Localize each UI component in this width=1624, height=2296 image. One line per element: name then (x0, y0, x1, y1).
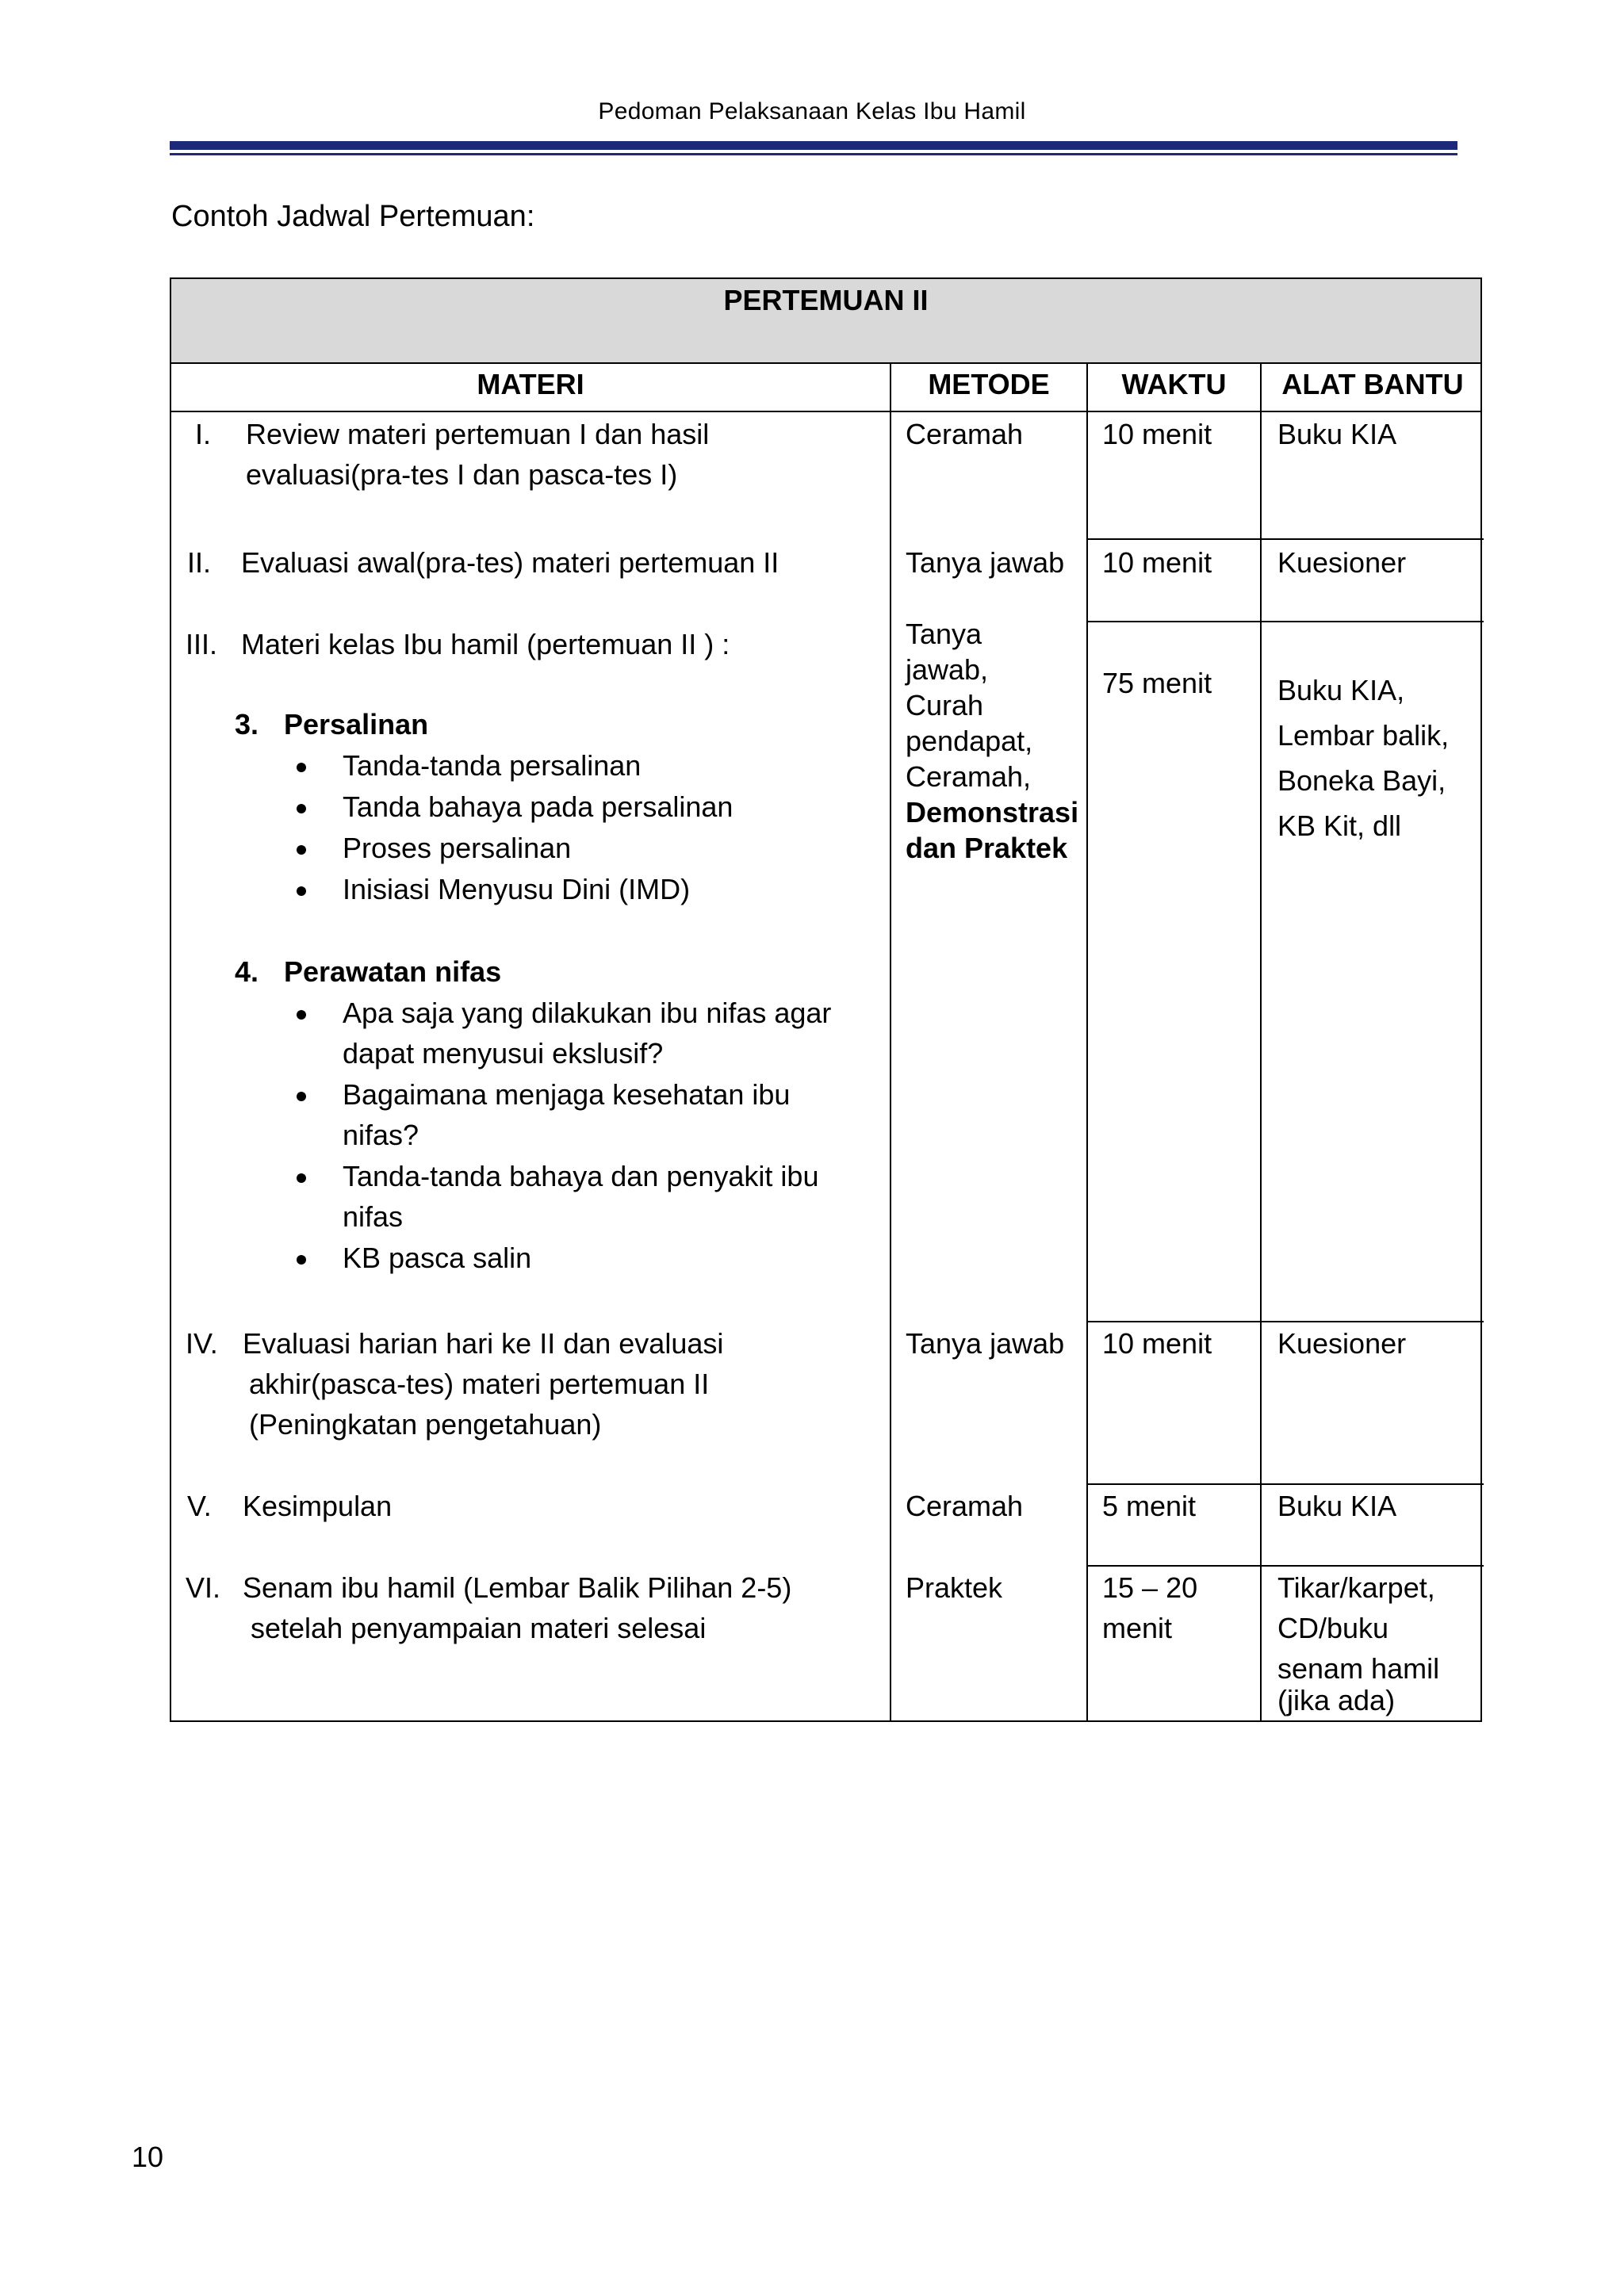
row-6-materi-line-1: Senam ibu hamil (Lembar Balik Pilihan 2-5) (243, 1571, 792, 1604)
bullet-icon (297, 845, 306, 855)
row-6-materi-line-2: setelah penyampaian materi selesai (251, 1612, 707, 1644)
col-header-materi: MATERI (477, 368, 584, 400)
sub-3-title: Persalinan (284, 708, 429, 740)
sub-4-bullet-4: KB pasca salin (343, 1242, 532, 1274)
running-header: Pedoman Pelaksanaan Kelas Ibu Hamil (598, 98, 1026, 124)
row-1-metode: Ceramah (906, 418, 1024, 450)
sub-3-bullet-1: Tanda-tanda persalinan (343, 749, 642, 782)
col-line-2 (1086, 363, 1088, 1722)
row-6-waktu-line-1: 15 – 20 (1102, 1571, 1198, 1604)
row-2-number: II. (187, 546, 212, 579)
row-3-metode-line-5: Ceramah, (906, 760, 1032, 793)
row-2-waktu: 10 menit (1102, 546, 1212, 579)
row-4-number: IV. (186, 1327, 218, 1360)
row-3-metode-bold-line-1: Demonstrasi (906, 796, 1079, 828)
row-line-5 (1086, 1565, 1484, 1567)
row-5-alat: Buku KIA (1277, 1490, 1397, 1522)
row-4-materi-line-3: (Peningkatan pengetahuan) (249, 1408, 602, 1441)
row-5-metode: Ceramah (906, 1490, 1024, 1522)
sub-4-bullet-3-line-2: nifas (343, 1200, 404, 1233)
row-4-materi-line-2: akhir(pasca-tes) materi pertemuan II (249, 1368, 710, 1400)
row-3-alat-line-2: Lembar balik, (1277, 719, 1450, 752)
bullet-icon (297, 1255, 306, 1265)
row-5-waktu: 5 menit (1102, 1490, 1197, 1522)
row-3-metode-bold-line-2: dan Praktek (906, 832, 1068, 864)
sub-3-bullet-2: Tanda bahaya pada persalinan (343, 790, 733, 823)
bullet-icon (297, 1092, 306, 1101)
row-1-number: I. (195, 418, 212, 450)
sub-4-number: 4. (235, 955, 259, 988)
row-1-materi-line-1: Review materi pertemuan I dan hasil (246, 418, 710, 450)
row-5-materi-line-1: Kesimpulan (243, 1490, 393, 1522)
row-4-alat: Kuesioner (1277, 1327, 1407, 1360)
bullet-icon (297, 1010, 306, 1020)
row-3-metode-line-1: Tanya (906, 618, 982, 650)
row-3-alat-line-3: Boneka Bayi, (1277, 764, 1446, 797)
col-header-alat-bantu: ALAT BANTU (1281, 368, 1464, 400)
row-6-alat-line-2: CD/buku (1277, 1612, 1389, 1644)
sub-4-bullet-1-line-1: Apa saja yang dilakukan ibu nifas agar (343, 997, 832, 1029)
row-4-materi-line-1: Evaluasi harian hari ke II dan evaluasi (243, 1327, 724, 1360)
header-rule-thin (170, 153, 1457, 155)
row-3-alat-line-1: Buku KIA, (1277, 674, 1405, 706)
row-3-materi-line-1: Materi kelas Ibu hamil (pertemuan II ) : (241, 628, 730, 660)
row-3-number: III. (186, 628, 218, 660)
row-2-metode: Tanya jawab (906, 546, 1065, 579)
header-rule-thick (170, 141, 1457, 150)
intro-text: Contoh Jadwal Pertemuan: (171, 200, 535, 233)
row-6-metode: Praktek (906, 1571, 1003, 1604)
sub-3-bullet-4: Inisiasi Menyusu Dini (IMD) (343, 873, 691, 905)
col-header-metode: METODE (928, 368, 1050, 400)
row-line-3 (1086, 1321, 1484, 1322)
col-header-waktu: WAKTU (1121, 368, 1227, 400)
row-3-metode-line-3: Curah (906, 689, 984, 721)
bullet-icon (297, 1173, 306, 1183)
row-6-waktu-line-2: menit (1102, 1612, 1173, 1644)
sub-4-bullet-2-line-1: Bagaimana menjaga kesehatan ibu (343, 1078, 791, 1111)
sub-4-bullet-1-line-2: dapat menyusui ekslusif? (343, 1037, 664, 1070)
col-line-1 (890, 363, 891, 1722)
sub-4-title: Perawatan nifas (284, 955, 502, 988)
row-3-waktu: 75 menit (1102, 667, 1212, 699)
sub-4-bullet-3-line-1: Tanda-tanda bahaya dan penyakit ibu (343, 1160, 819, 1192)
sub-3-bullet-3: Proses persalinan (343, 832, 572, 864)
col-line-3 (1260, 363, 1262, 1722)
row-1-materi-line-2: evaluasi(pra-tes I dan pasca-tes I) (246, 458, 678, 491)
row-2-alat: Kuesioner (1277, 546, 1407, 579)
row-line-1 (1086, 538, 1484, 540)
row-1-waktu: 10 menit (1102, 418, 1212, 450)
sub-3-number: 3. (235, 708, 259, 740)
row-3-alat-line-4: KB Kit, dll (1277, 809, 1402, 842)
page-number: 10 (132, 2141, 164, 2173)
row-2-materi-line-1: Evaluasi awal(pra-tes) materi pertemuan II (241, 546, 779, 579)
row-4-waktu: 10 menit (1102, 1327, 1212, 1360)
row-6-alat-line-4: (jika ada) (1277, 1684, 1396, 1716)
sub-4-bullet-2-line-2: nifas? (343, 1119, 419, 1151)
table-title-band (171, 279, 1480, 364)
table-title: PERTEMUAN II (723, 284, 929, 316)
row-line-2 (1086, 621, 1484, 622)
row-3-metode-line-2: jawab, (906, 653, 989, 686)
schedule-table (170, 277, 1482, 1722)
row-5-number: V. (187, 1490, 212, 1522)
row-6-number: VI. (186, 1571, 221, 1604)
row-1-alat: Buku KIA (1277, 418, 1397, 450)
bullet-icon (297, 804, 306, 813)
row-line-4 (1086, 1483, 1484, 1485)
row-3-metode-line-4: pendapat, (906, 725, 1033, 757)
row-6-alat-line-1: Tikar/karpet, (1277, 1571, 1435, 1604)
row-6-alat-line-3: senam hamil (1277, 1652, 1440, 1685)
bullet-icon (297, 763, 306, 772)
bullet-icon (297, 886, 306, 896)
row-4-metode: Tanya jawab (906, 1327, 1065, 1360)
